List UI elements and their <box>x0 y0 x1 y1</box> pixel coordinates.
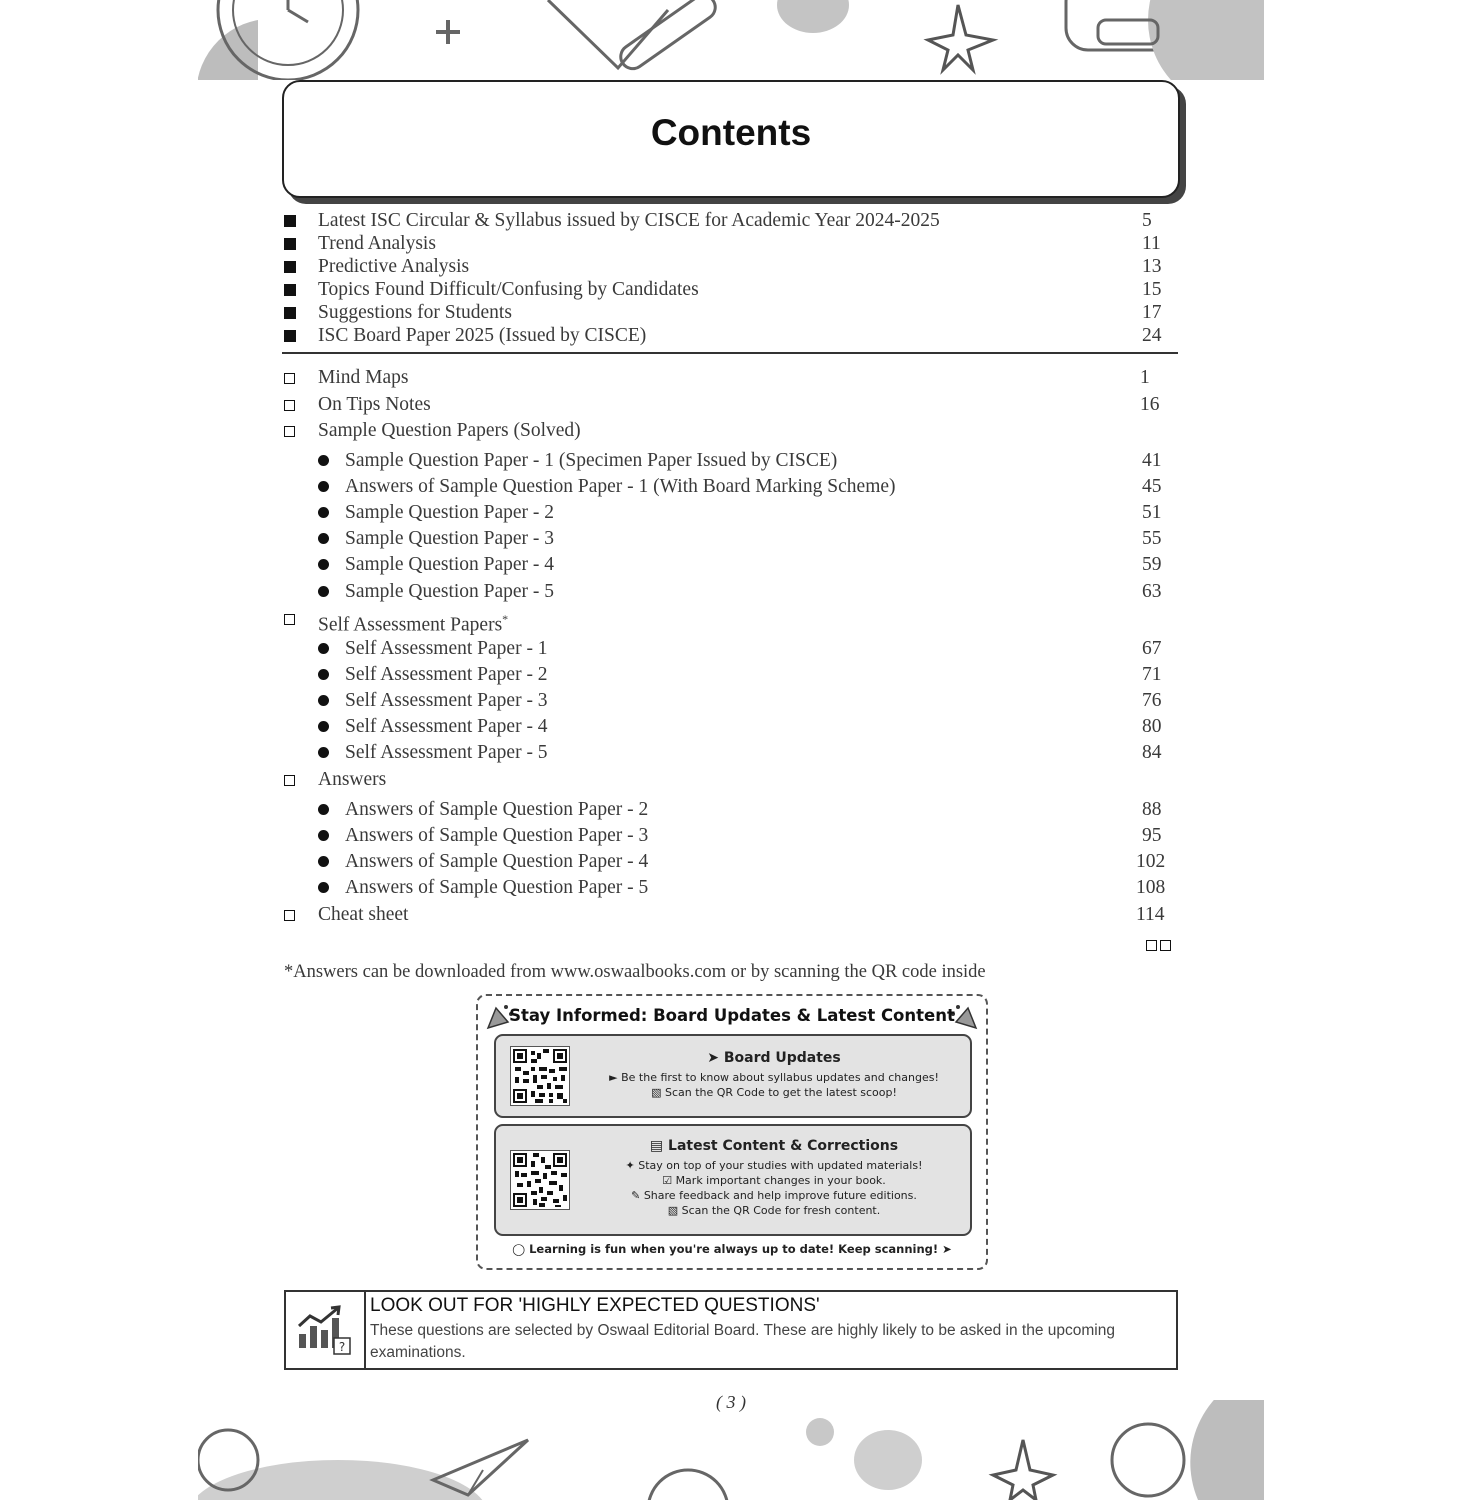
board-updates-line: ► Be the first to know about syllabus updates and changes! <box>609 1071 939 1084</box>
toc-subitem-label: Self Assessment Paper - 4 <box>345 716 548 737</box>
latest-content-line: ☑ Mark important changes in your book. <box>662 1174 886 1187</box>
toc-subitem-label: Answers of Sample Question Paper - 4 <box>345 851 649 872</box>
toc-subitem[interactable] <box>318 851 1174 873</box>
toc-item[interactable] <box>284 279 1174 301</box>
latest-content-title: ▤ Latest Content & Corrections <box>649 1138 899 1154</box>
toc-section[interactable] <box>284 420 1174 442</box>
toc-subitem-page: 80 <box>1142 716 1162 737</box>
toc-item-label: Topics Found Difficult/Confusing by Candidates <box>318 279 699 300</box>
toc-subitem-page: 108 <box>1136 877 1166 898</box>
round-bullet-icon <box>318 721 329 732</box>
round-bullet-icon <box>318 856 329 867</box>
toc-subitem-page: 95 <box>1142 825 1162 846</box>
stay-informed-box <box>476 994 988 1270</box>
megaphone-icon: ► <box>609 1071 618 1084</box>
toc-section[interactable] <box>284 769 1174 791</box>
toc-section-label: Answers <box>318 769 387 790</box>
toc-subitem-page: 55 <box>1142 528 1162 549</box>
square-bullet-icon <box>284 284 296 296</box>
stay-informed-footer: ◯ Learning is fun when you're always up to date! Keep scanning! ➤ <box>512 1242 952 1256</box>
round-bullet-icon <box>318 481 329 492</box>
toc-subitem-label: Self Assessment Paper - 1 <box>345 638 548 659</box>
highly-expected-body: These questions are selected by Oswaal Editorial Board. These are highly likely to be asked in the upcoming examinations. <box>370 1322 1115 1361</box>
toc-item-label: Latest ISC Circular & Syllabus issued by CISCE for Academic Year 2024-2025 <box>318 210 940 231</box>
hollow-square-bullet-icon <box>284 614 295 625</box>
toc-subitem[interactable] <box>318 638 1174 660</box>
highly-expected-heading: LOOK OUT FOR 'HIGHLY EXPECTED QUESTIONS' <box>370 1295 820 1316</box>
toc-subitem-label: Sample Question Paper - 4 <box>345 554 555 575</box>
round-bullet-icon <box>318 533 329 544</box>
toc-section-label: Self Assessment Papers* <box>318 612 509 636</box>
toc-item-page: 15 <box>1142 279 1162 300</box>
toc-item[interactable] <box>284 302 1174 324</box>
toc-item-page: 17 <box>1142 302 1162 323</box>
toc-section[interactable] <box>284 367 1174 389</box>
document-page <box>198 0 1264 1500</box>
toc-subitem-page: 84 <box>1142 742 1162 763</box>
toc-subitem-label: Answers of Sample Question Paper - 1 (With Board Marking Scheme) <box>345 476 896 497</box>
toc-item[interactable] <box>284 256 1174 278</box>
toc-item-page: 5 <box>1142 210 1152 231</box>
round-bullet-icon <box>318 559 329 570</box>
hollow-square-bullet-icon <box>284 775 295 786</box>
hollow-square-bullet-icon <box>284 400 295 411</box>
toc-subitem-label: Answers of Sample Question Paper - 2 <box>345 799 649 820</box>
toc-item[interactable] <box>284 233 1174 255</box>
toc-subitem[interactable] <box>318 450 1174 472</box>
round-bullet-icon <box>318 455 329 466</box>
toc-item-page: 24 <box>1142 325 1162 346</box>
toc-item-label: Predictive Analysis <box>318 256 470 277</box>
phone-icon: ▧ <box>651 1086 662 1099</box>
hollow-square-bullet-icon <box>284 910 295 921</box>
divider <box>282 352 1178 354</box>
contents-title-box <box>282 80 1180 198</box>
toc-section-page: 1 <box>1140 367 1150 388</box>
icon-cell <box>286 1292 366 1368</box>
page-title: Contents <box>650 112 812 153</box>
toc-subitem[interactable] <box>318 476 1174 498</box>
toc-subitem[interactable] <box>318 799 1174 821</box>
toc-item-label: Suggestions for Students <box>318 302 512 323</box>
toc-item[interactable] <box>284 325 1174 347</box>
toc-subitem-label: Self Assessment Paper - 3 <box>345 690 548 711</box>
sparkles-icon: ✦ <box>625 1159 635 1172</box>
highly-expected-box <box>284 1290 1178 1370</box>
toc-subitem[interactable] <box>318 742 1174 764</box>
toc-subitem-label: Sample Question Paper - 5 <box>345 581 555 602</box>
round-bullet-icon <box>318 804 329 815</box>
latest-content-line: ✎ Share feedback and help improve future editions. <box>631 1189 917 1202</box>
toc-item[interactable] <box>284 210 1174 232</box>
round-bullet-icon <box>318 882 329 893</box>
checkbox-icon: ☑ <box>662 1174 673 1187</box>
toc-subitem-page: 67 <box>1142 638 1162 659</box>
toc-subitem[interactable] <box>318 716 1174 738</box>
rocket-icon: ➤ <box>942 1242 952 1256</box>
rocket-icon: ➤ <box>707 1050 719 1066</box>
toc-subitem[interactable] <box>318 528 1174 550</box>
toc-item-page: 11 <box>1142 233 1161 254</box>
hollow-square-bullet-icon <box>284 373 295 384</box>
toc-section-label: Mind Maps <box>318 367 409 388</box>
square-bullet-icon <box>284 261 296 273</box>
toc-subitem[interactable] <box>318 690 1174 712</box>
round-bullet-icon <box>318 643 329 654</box>
square-bullet-icon <box>284 307 296 319</box>
toc-subitem-page: 102 <box>1136 851 1166 872</box>
toc-subitem[interactable] <box>318 581 1174 603</box>
doodle-decoration-top <box>198 0 1264 80</box>
toc-subitem-page: 41 <box>1142 450 1162 471</box>
pencil-icon: ✎ <box>631 1189 641 1202</box>
toc-subitem-label: Sample Question Paper - 2 <box>345 502 555 523</box>
toc-section-label: Sample Question Papers (Solved) <box>318 420 581 441</box>
round-bullet-icon <box>318 747 329 758</box>
toc-subitem-label: Answers of Sample Question Paper - 5 <box>345 877 649 898</box>
toc-section[interactable] <box>284 394 1174 416</box>
square-bullet-icon <box>284 238 296 250</box>
toc-section[interactable] <box>284 608 1174 636</box>
toc-section[interactable] <box>284 904 1174 926</box>
doodle-decoration-bottom <box>198 1400 1264 1500</box>
latest-content-panel <box>494 1124 972 1236</box>
toc-subitem-page: 88 <box>1142 799 1162 820</box>
toc-subitem[interactable] <box>318 554 1174 576</box>
round-bullet-icon <box>318 830 329 841</box>
toc-section-page: 114 <box>1136 904 1165 925</box>
toc-item-label: ISC Board Paper 2025 (Issued by CISCE) <box>318 325 647 346</box>
phone-icon: ▧ <box>667 1204 679 1217</box>
qr-code-icon[interactable] <box>510 1046 570 1106</box>
toc-subitem-page: 51 <box>1142 502 1162 523</box>
board-updates-line: ▧ Scan the QR Code to get the latest scoop! <box>651 1086 897 1099</box>
trend-chart-icon <box>296 1304 352 1356</box>
end-mark-icon <box>1146 940 1157 951</box>
toc-subitem[interactable] <box>318 825 1174 847</box>
toc-subitem-page: 76 <box>1142 690 1162 711</box>
round-bullet-icon <box>318 507 329 518</box>
toc-section-page: 16 <box>1140 394 1160 415</box>
toc-subitem-page: 71 <box>1142 664 1162 685</box>
board-updates-title: ➤ Board Updates <box>707 1050 841 1066</box>
square-bullet-icon <box>284 330 296 342</box>
square-bullet-icon <box>284 215 296 227</box>
board-updates-panel <box>494 1034 972 1118</box>
round-bullet-icon <box>318 695 329 706</box>
svg-text:?: ? <box>338 1340 346 1354</box>
end-mark-icon <box>1160 940 1171 951</box>
answers-download-note: *Answers can be downloaded from www.oswaalbooks.com or by scanning the QR code inside <box>284 962 986 982</box>
toc-subitem-label: Answers of Sample Question Paper - 3 <box>345 825 649 846</box>
round-bullet-icon <box>318 669 329 680</box>
toc-subitem-page: 59 <box>1142 554 1162 575</box>
latest-content-line: ✦ Stay on top of your studies with updated materials! <box>625 1159 923 1172</box>
books-icon: ▤ <box>649 1138 664 1154</box>
toc-item-page: 13 <box>1142 256 1162 277</box>
stay-informed-heading: Stay Informed: Board Updates & Latest Content <box>509 1006 955 1025</box>
toc-subitem[interactable] <box>318 877 1174 899</box>
toc-section-label: On Tips Notes <box>318 394 431 415</box>
toc-subitem-page: 63 <box>1142 581 1162 602</box>
toc-item-label: Trend Analysis <box>318 233 436 254</box>
board-updates-text <box>586 1050 962 1100</box>
toc-subitem-label: Self Assessment Paper - 5 <box>345 742 548 763</box>
toc-subitem[interactable] <box>318 664 1174 686</box>
toc-section-label: Cheat sheet <box>318 904 409 925</box>
toc-subitem-label: Sample Question Paper - 3 <box>345 528 555 549</box>
hollow-square-bullet-icon <box>284 426 295 437</box>
toc-subitem-label: Self Assessment Paper - 2 <box>345 664 548 685</box>
toc-subitem-label: Sample Question Paper - 1 (Specimen Paper Issued by CISCE) <box>345 450 838 471</box>
page-number: ( 3 ) <box>716 1392 746 1412</box>
latest-content-text <box>586 1138 962 1218</box>
toc-subitem-page: 45 <box>1142 476 1162 497</box>
qr-code-icon[interactable] <box>510 1150 570 1210</box>
toc-subitem[interactable] <box>318 502 1174 524</box>
latest-content-line: ▧ Scan the QR Code for fresh content. <box>667 1204 881 1217</box>
lightbulb-icon: ◯ <box>512 1242 526 1256</box>
round-bullet-icon <box>318 586 329 597</box>
